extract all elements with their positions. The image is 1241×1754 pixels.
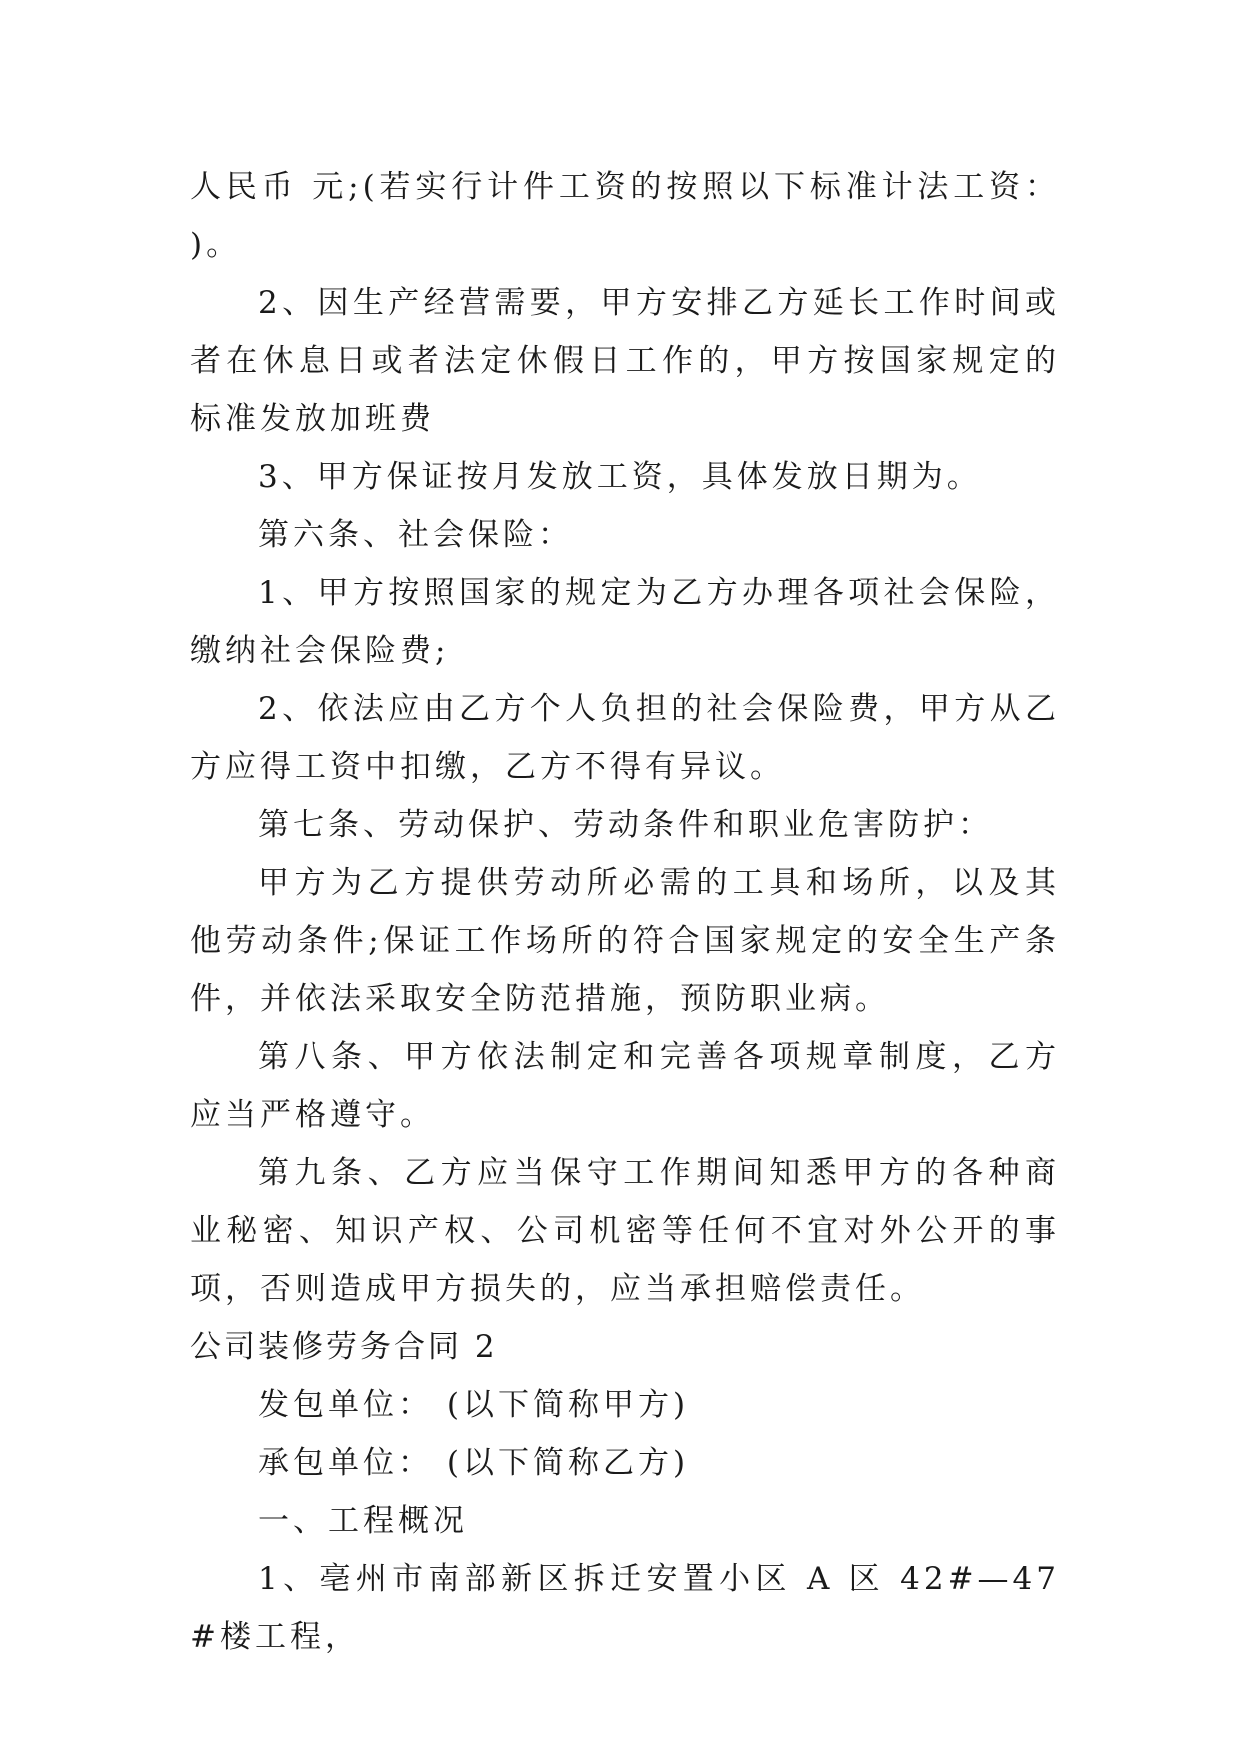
paragraph-social-insurance-1: 1、甲方按照国家的规定为乙方办理各项社会保险，缴纳社会保险费; xyxy=(190,575,1060,669)
paragraph-labor-protection: 甲方为乙方提供劳动所必需的工具和场所，以及其他劳动条件;保证工作场所的符合国家规定的安全生产条件，并依法采取安全防范措施，预防职业病。 xyxy=(190,865,1060,1017)
paragraph-pay-date: 3、甲方保证按月发放工资，具体发放日期为。 xyxy=(258,459,982,495)
article-9: 第九条、乙方应当保守工作期间知悉甲方的各种商业秘密、知识产权、公司机密等任何不宜对外公开的事项，否则造成甲方损失的，应当承担赔偿责任。 xyxy=(190,1155,1060,1307)
paragraph-social-insurance-2: 2、依法应由乙方个人负担的社会保险费，甲方从乙方应得工资中扣缴，乙方不得有异议。 xyxy=(190,691,1060,785)
section-project-overview: 一、工程概况 xyxy=(258,1503,468,1539)
paragraph-wage-rate: 人民币 元;(若实行计件工资的按照以下标准计法工资： )。 xyxy=(190,169,1060,263)
document-body xyxy=(190,158,1060,1666)
paragraph-contractor-party-b: 承包单位： (以下简称乙方) xyxy=(258,1445,690,1481)
article-6-heading: 第六条、社会保险： xyxy=(258,517,573,553)
paragraph-project-location: 1、亳州市南部新区拆迁安置小区 A 区 42#—47#楼工程， xyxy=(190,1561,1060,1655)
paragraph-contractor-party-a: 发包单位： (以下简称甲方) xyxy=(258,1387,690,1423)
paragraph-overtime: 2、因生产经营需要，甲方安排乙方延长工作时间或者在休息日或者法定休假日工作的，甲方按国家规定的标准发放加班费 xyxy=(190,285,1060,437)
contract-2-title: 公司装修劳务合同 2 xyxy=(190,1329,498,1365)
article-7-heading: 第七条、劳动保护、劳动条件和职业危害防护： xyxy=(258,807,993,843)
article-8: 第八条、甲方依法制定和完善各项规章制度，乙方应当严格遵守。 xyxy=(190,1039,1060,1133)
